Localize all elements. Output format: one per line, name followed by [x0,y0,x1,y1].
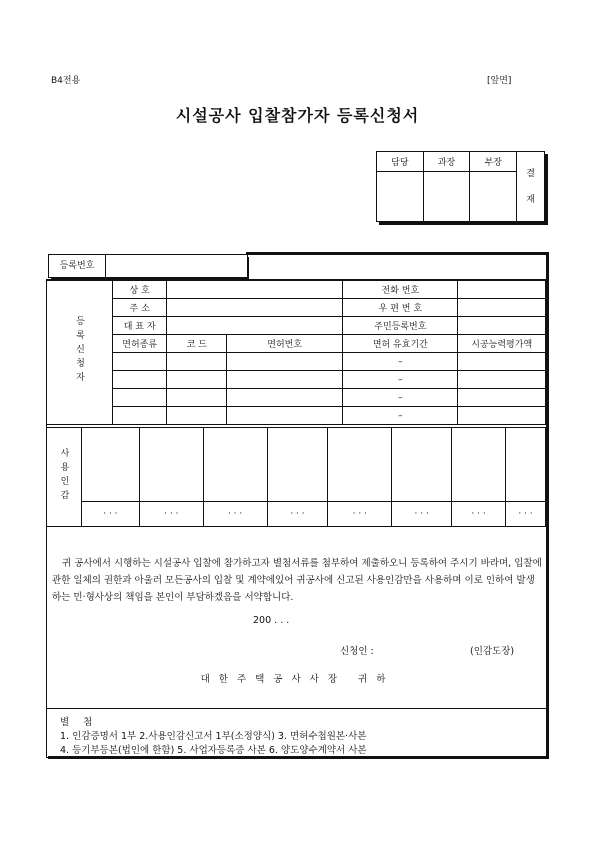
seal-slot[interactable] [139,428,203,502]
attachments-divider [47,708,546,709]
trade-name-label: 상 호 [113,281,167,299]
representative-label: 대 표 자 [113,317,167,335]
seal-table [46,427,546,527]
approval-col-manager: 과장 [423,152,470,172]
license-code-cell[interactable] [167,371,227,389]
pledge-statement [52,555,542,606]
capability-cell[interactable] [458,389,546,407]
license-number-header: 면허번호 [227,335,343,353]
approval-sign-manager[interactable] [423,172,470,222]
license-code-header: 코 드 [167,335,227,353]
registration-number-field[interactable] [106,255,247,277]
license-type-cell[interactable] [113,407,167,425]
capability-cell[interactable] [458,371,546,389]
applicant-table [46,280,546,425]
phone-label: 전화 번호 [343,281,458,299]
resident-no-label: 주민등록번호 [343,317,458,335]
page-title: 시설공사 입찰참가자 등록신청서 [175,106,420,125]
seal-slot[interactable] [81,428,139,502]
trade-name-field[interactable] [167,281,343,299]
resident-no-field[interactable] [458,317,546,335]
seal-slot[interactable] [328,428,392,502]
approval-sign-staff[interactable] [377,172,424,222]
seal-note: (인감도장) [470,646,515,657]
approval-side-bottom: 재 [526,194,535,205]
seal-dots: · · · [81,501,139,526]
registration-number-label: 등록번호 [49,255,106,277]
approval-box [376,151,545,222]
license-validity-cell[interactable]: – [343,407,458,425]
postal-label: 우 편 번 호 [343,299,458,317]
seal-dots: · · · [139,501,203,526]
license-type-header: 면허종류 [113,335,167,353]
applicant-signature-label: 신청인 : [340,646,374,657]
seal-dots: · · · [506,501,546,526]
capability-cell[interactable] [458,407,546,425]
license-code-cell[interactable] [167,407,227,425]
capability-cell[interactable] [458,353,546,371]
approval-sign-director[interactable] [470,172,517,222]
capability-header: 시공능력평가액 [458,335,546,353]
seal-slot[interactable] [506,428,546,502]
license-number-cell[interactable] [227,371,343,389]
license-code-cell[interactable] [167,353,227,371]
seal-slot[interactable] [203,428,267,502]
seal-dots: · · · [267,501,328,526]
seal-side-label: 사용인감 [47,428,82,527]
attachments-line-2: 4. 등기부등본(법인에 한함) 5. 사업자등록증 사본 6. 양도양수계약서 사본 [60,745,367,756]
form-tag: B4전용 [51,76,81,86]
license-number-cell[interactable] [227,407,343,425]
license-type-cell[interactable] [113,389,167,407]
representative-field[interactable] [167,317,343,335]
pledge-paragraph: 귀 공사에서 시행하는 시설공사 입찰에 참가하고자 별첨서류를 첨부하여 제출하오니 등록하여 주시기 바라며, 입찰에 관한 일체의 권한과 아울러 모든공사의 입찰 및 계약에있어 귀공사에 신고된 사용인감만을 사용하며 이로 인하여 발생하는 민·형사상의 책임을 본인이 부담하겠음을 서약합니다. [52,558,542,603]
application-date[interactable]: 200 . . . [253,615,290,626]
frame-shadow [246,252,549,255]
seal-slot[interactable] [267,428,328,502]
license-type-cell[interactable] [113,371,167,389]
addressee: 대한주택공사사장 귀하 [200,674,395,685]
license-validity-cell[interactable]: – [343,389,458,407]
phone-field[interactable] [458,281,546,299]
address-field[interactable] [167,299,343,317]
license-number-cell[interactable] [227,389,343,407]
page-side-tag: [앞면] [487,76,512,86]
seal-dots: · · · [203,501,267,526]
approval-side-top: 결 [526,168,535,179]
seal-dots: · · · [392,501,452,526]
attachments-heading: 별첨 [60,717,107,728]
license-validity-cell[interactable]: – [343,371,458,389]
address-label: 주 소 [113,299,167,317]
seal-dots: · · · [328,501,392,526]
seal-dots: · · · [452,501,506,526]
seal-slot[interactable] [452,428,506,502]
seal-slot[interactable] [392,428,452,502]
approval-side-label [517,152,545,222]
registration-number-box [48,254,248,278]
applicant-side-label: 등록신청자 [47,281,113,425]
attachments-line-1: 1. 인감증명서 1부 2.사용인감신고서 1부(소정양식) 3. 면허수첩원본·사본 [60,731,367,742]
license-validity-cell[interactable]: – [343,353,458,371]
license-code-cell[interactable] [167,389,227,407]
approval-col-director: 부장 [470,152,517,172]
postal-field[interactable] [458,299,546,317]
approval-col-staff: 담당 [377,152,424,172]
license-type-cell[interactable] [113,353,167,371]
license-number-cell[interactable] [227,353,343,371]
license-validity-header: 면허 유효기간 [343,335,458,353]
